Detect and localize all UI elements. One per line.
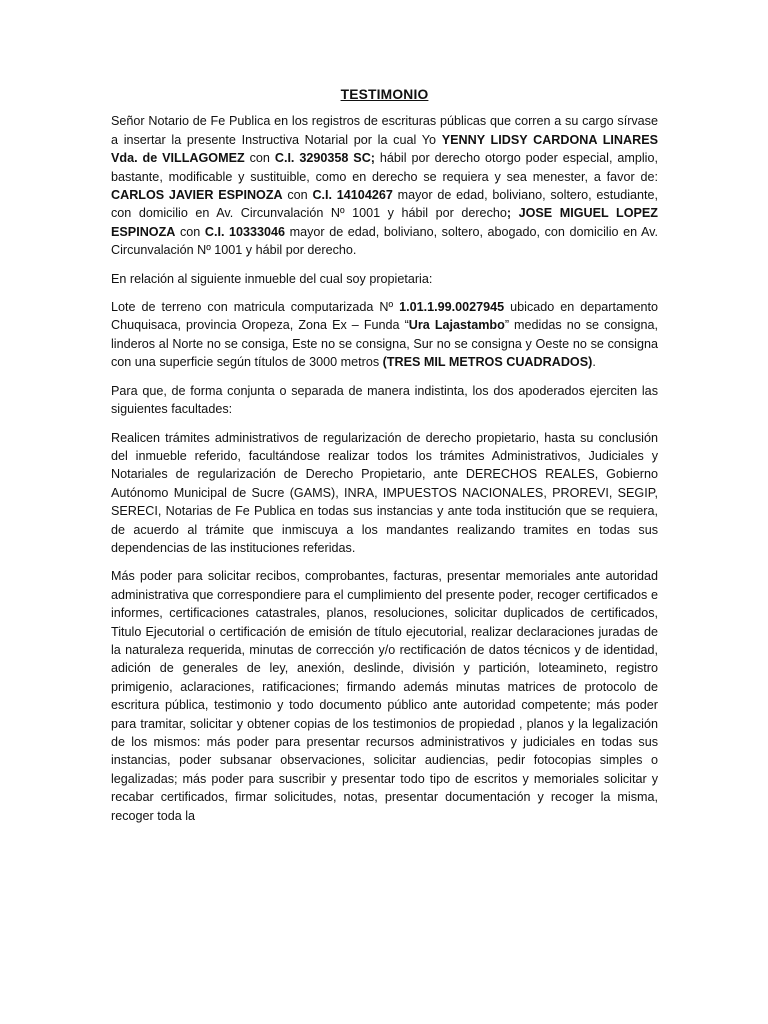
paragraph-administrative-procedures: Realicen trámites administrativos de regularización de derecho propietario, hasta su conclusión del inmueble referido, facultándose realizar todos los trámites Administrativos, Judiciales y Notariales de regularización de Derecho Propietario, ante DERECHOS REALES, Gobierno Autónomo Municipal de Sucre (GAMS), INRA, IMPUESTOS NACIONALES, PROREVI, SEGIP, SERECI, Notarias de Fe Publica en todas sus instancias y ante toda institución que se requiera, de acuerdo al trámite que inmiscuya a los mandantes realizando tramites en todas sus dependencias de las instituciones referidas. <box>111 430 658 555</box>
text-run: con <box>244 151 275 166</box>
text-run: Señor Notario de Fe Publica en los registros de escrituras públicas que corren a su cargo sírvase a insertar la presente Instructiva Notarial por la cual Yo <box>111 114 658 147</box>
text-run: ” medidas no se consigna, linderos al Norte no se consiga, Este no se consigna, Sur no se consigna y Oeste no se consigna con una superficie según títulos de 3000 metros <box>111 318 659 370</box>
text-run: mayor de edad, boliviano, soltero, abogado, con domicilio en Av. Circunvalación Nº 1001 y hábil por derecho. <box>111 224 658 258</box>
text-run: mayor de edad, boliviano, soltero, estudiante, con domicilio en Av. Circunvalación Nº 1001 y hábil por derecho <box>111 188 659 221</box>
property-area-words: (TRES MIL METROS CUADRADOS) <box>382 355 593 370</box>
document-title: TESTIMONIO <box>340 87 429 102</box>
property-location-name: Ura Lajastambo <box>408 318 505 333</box>
attorney-2-name: ; JOSE MIGUEL LOPEZ ESPINOZA <box>111 206 658 239</box>
attorney-1-name: CARLOS JAVIER ESPINOZA <box>111 188 283 203</box>
paragraph-property-intro: En relación al siguiente inmueble del cual soy propietaria: <box>111 271 433 286</box>
paragraph-additional-powers: Más poder para solicitar recibos, comprobantes, facturas, presentar memoriales ante autoridad administrativa que correspondiere para el cumplimiento del presente poder, recoger certificados e informes, certificaciones catastrales, planos, resoluciones, solicitar duplicados de certificados, Titulo Ejecutorial o certificación de emisión de título ejecutorial, realizar declaraciones juradas de la naturaleza requerida, minutas de corrección y/o rectificación de datos técnicos y de identidad, adición de generales de ley, anexión, deslinde, división y partición, loteamineto, registro primigenio, aclaraciones, ratificaciones; firmando además minutas matrices de protocolo de escritura pública, testimonio y todo documento público ante autoridad competente; más poder para tramitar, solicitar y obtener copias de los testimonios de propiedad , planos y la legalización de los mismos: más poder para presentar recursos administrativos y judiciales en todas sus instancias, poder subsanar observaciones, solicitar audiencias, pedir fotocopias simples o legalizadas; más poder para suscribir y presentar todo tipo de escritos y memoriales solicitar y recabar certificados, firmar solicitudes, notas, presentar documentación y recoger la misma, recoger toda la <box>111 569 658 823</box>
text-run: hábil por derecho otorgo poder especial, amplio, bastante, modificable y sustituible, como en derecho se requiera y sea menester, a favor de: <box>111 151 658 184</box>
grantor-name: YENNY LIDSY CARDONA LINARES Vda. de VILLAGOMEZ <box>111 132 658 166</box>
paragraph-property-description <box>111 298 658 372</box>
text-run: con <box>282 188 313 203</box>
property-registration-number: 1.01.1.99.0027945 <box>399 300 505 315</box>
attorney-1-id: C.I. 14104267 <box>312 188 393 203</box>
paragraph-grant-of-power <box>111 112 658 259</box>
text-run: . <box>592 355 596 370</box>
paragraph-faculties-intro: Para que, de forma conjunta o separada de manera indistinta, los dos apoderados ejerciten las siguientes facultades: <box>111 383 658 417</box>
text-run: con <box>175 224 205 239</box>
text-run: Lote de terreno con matricula computarizada Nº <box>111 300 400 315</box>
document-page <box>111 86 658 835</box>
grantor-id: C.I. 3290358 SC; <box>274 151 375 166</box>
text-run: ubicado en departamento Chuquisaca, provincia Oropeza, Zona Ex – Funda “ <box>111 300 659 333</box>
attorney-2-id: C.I. 10333046 <box>204 224 286 239</box>
